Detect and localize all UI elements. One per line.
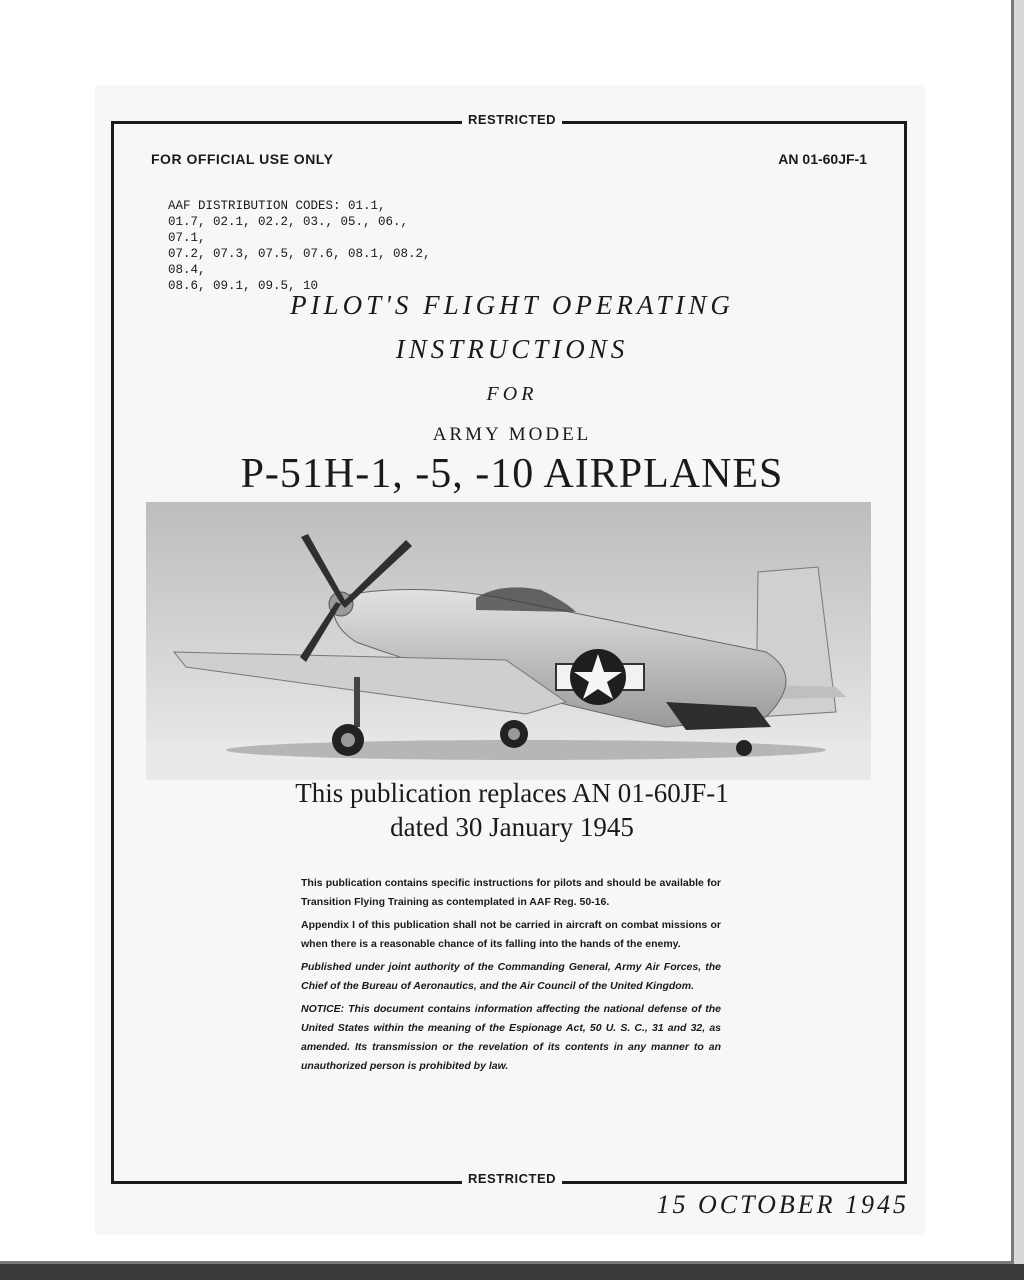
notice-paragraph-appendix: Appendix I of this publication shall not be carried in aircraft on combat missions or when there is a reasonable chance of its falling into the hands of the enemy. [301, 919, 721, 950]
notice-paragraph-espionage: NOTICE: This document contains information affecting the national defense of the United States within the meaning of the Espionage Act, 50 U. S. C., 31 and 32, as amended. Its transmission or the revelation of its contents in any manner to an unauthorized person is prohibited by law. [301, 1003, 721, 1072]
restricted-top-text: RESTRICTED [462, 112, 562, 127]
title-line-2: INSTRUCTIONS [395, 334, 629, 364]
replaces-line-2: dated 30 January 1945 [390, 812, 634, 842]
document-number: AN 01-60JF-1 [778, 151, 867, 167]
airplane-model-title: P-51H-1, -5, -10 AIRPLANES [240, 451, 784, 497]
replaces-line-1: This publication replaces AN 01-60JF-1 [295, 778, 729, 808]
title-line-1: PILOT'S FLIGHT OPERATING [290, 290, 734, 320]
restricted-top-label [0, 112, 1024, 127]
notice-paragraph-authority: Published under joint authority of the Commanding General, Army Air Forces, the Chief of the Bureau of Aeronautics, and the Air Council of the United Kingdom. [301, 961, 721, 992]
classification-label: FOR OFFICIAL USE ONLY [151, 151, 334, 167]
page-shadow-bottom [0, 1264, 1024, 1280]
army-model-label: ARMY MODEL [432, 424, 592, 445]
publication-date: 15 OCTOBER 1945 [656, 1190, 909, 1219]
title-for: FOR [486, 383, 538, 405]
restricted-bottom-label [0, 1171, 1024, 1186]
notice-block [301, 874, 721, 1080]
restricted-bottom-text: RESTRICTED [462, 1171, 562, 1186]
notice-paragraph-training: This publication contains specific instructions for pilots and should be available for Transition Flying Training as contemplated in AAF Reg. 50-16. [301, 877, 721, 908]
p51-airplane-photo [146, 502, 871, 780]
distribution-codes: AAF DISTRIBUTION CODES: 01.1, 01.7, 02.1, 02.2, 03., 05., 06., 07.1, 07.2, 07.3, 07.5, 07.6, 08.1, 08.2, 08.4, 08.6, 09.1, 09.5, 10 [168, 199, 431, 293]
page-shadow-right [1014, 0, 1024, 1264]
